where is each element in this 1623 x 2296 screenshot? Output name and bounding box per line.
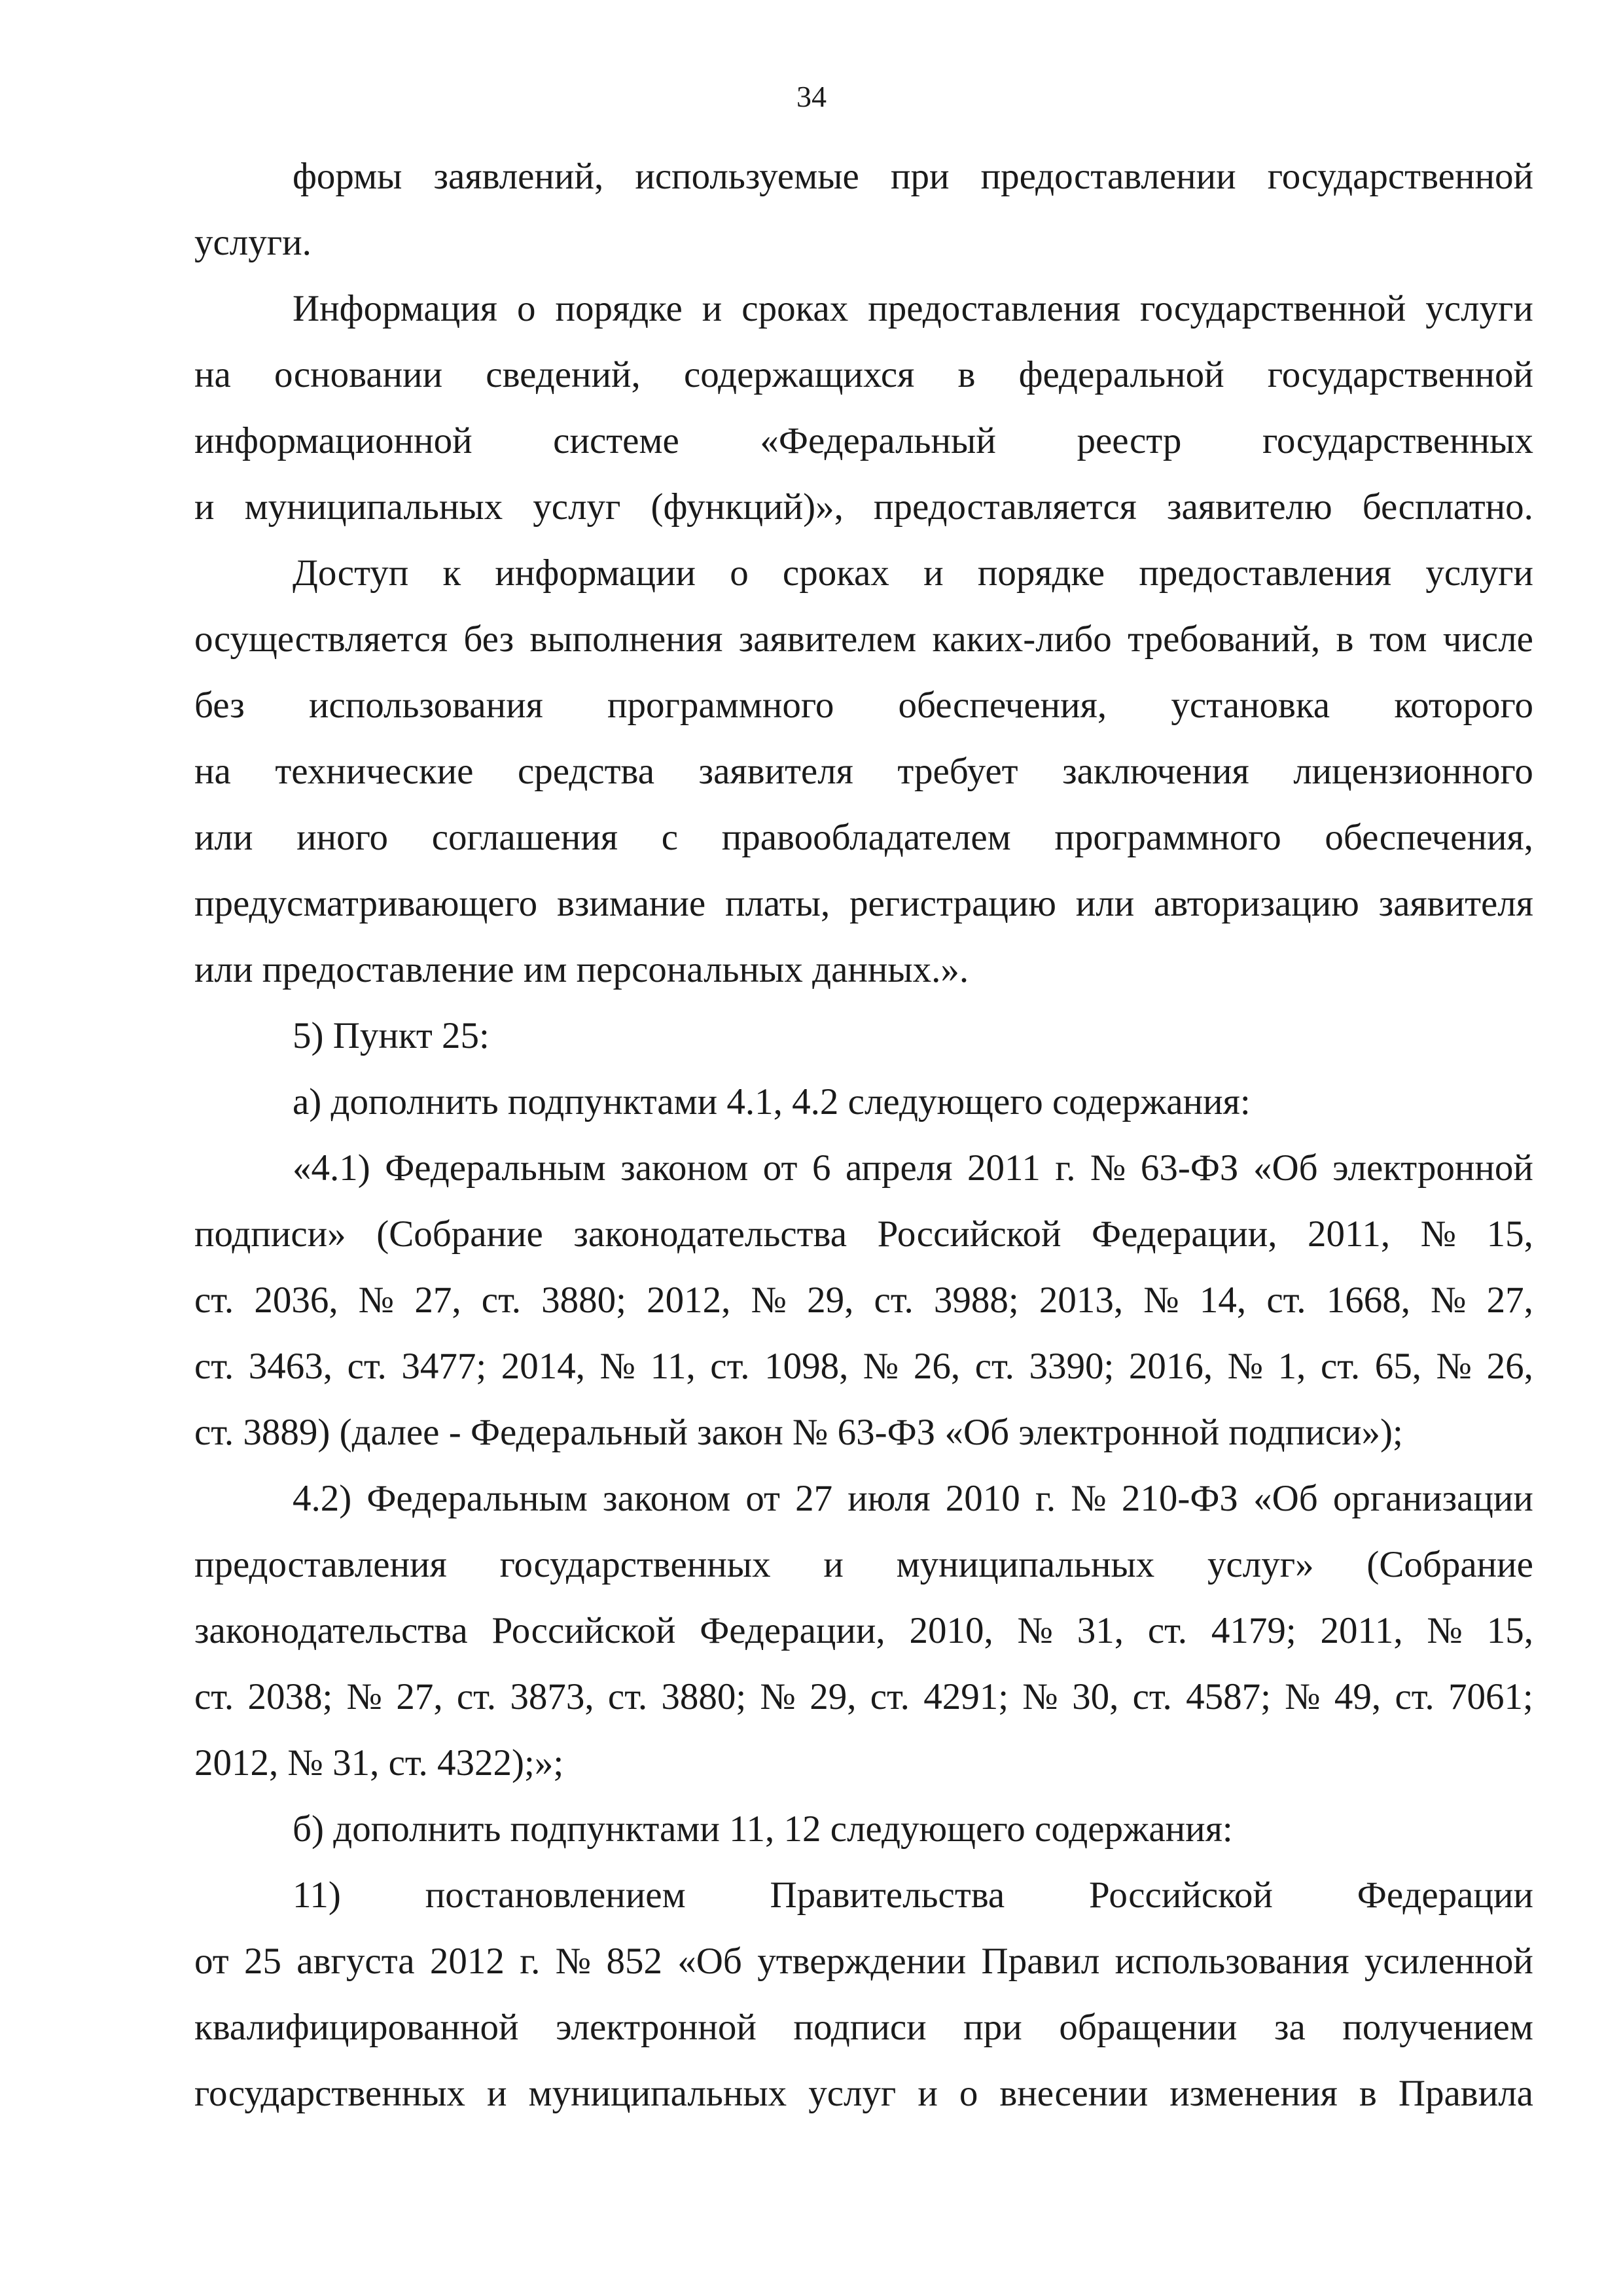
text-word: с xyxy=(661,817,679,858)
text-word: сведений, xyxy=(486,354,641,395)
text-line xyxy=(194,1069,1533,1135)
text-line xyxy=(194,1928,1533,1994)
text-word: государственной xyxy=(1267,354,1533,395)
text-word: № xyxy=(346,1676,383,1717)
text-word: 31, xyxy=(1077,1610,1124,1651)
text-word: ст. xyxy=(194,1676,234,1717)
text-word: 2012 xyxy=(429,1941,505,1982)
text-word: 29, xyxy=(810,1676,857,1717)
text-word: (функций)», xyxy=(651,486,844,528)
text-word: содержащихся xyxy=(683,354,915,395)
text-word: правообладателем xyxy=(721,817,1011,858)
text-line xyxy=(194,1399,1533,1465)
text-word: 2010, xyxy=(909,1610,993,1651)
text-word: выполнения xyxy=(529,619,723,660)
text-line xyxy=(194,143,1533,209)
text-line xyxy=(194,672,1533,738)
text-word: № xyxy=(760,1676,796,1717)
text-word: ст. xyxy=(347,1346,387,1387)
text-word: ст. xyxy=(1395,1676,1435,1717)
text-word: Правил xyxy=(981,1941,1100,1982)
text-word: 2011, xyxy=(1320,1610,1403,1651)
text-word: основании xyxy=(274,354,443,395)
text-word: или xyxy=(194,817,253,858)
text-word: Федерации xyxy=(1357,1874,1533,1916)
text-word: 27 xyxy=(795,1478,833,1519)
text-word: ст. xyxy=(870,1676,910,1717)
text-word: подписи» xyxy=(194,1213,346,1255)
text-word: обеспечения, xyxy=(1325,817,1533,858)
text-word: 27, xyxy=(1486,1280,1533,1321)
text-word: государственных xyxy=(1262,420,1533,461)
text-word: 4291; xyxy=(923,1676,1009,1717)
text-word: требует xyxy=(897,751,1018,792)
text-word: 3477; xyxy=(401,1346,487,1387)
text-word: осуществляется xyxy=(194,619,448,660)
text-word: средства xyxy=(518,751,655,792)
text-word: 3880; xyxy=(541,1280,626,1321)
text-word: 2013, xyxy=(1039,1280,1124,1321)
text-word: подписи xyxy=(793,2007,927,2048)
text-line xyxy=(194,2060,1533,2126)
text-word: установка xyxy=(1171,685,1330,726)
text-word: без xyxy=(194,685,245,726)
text-word: законом xyxy=(620,1147,749,1189)
text-word: июля xyxy=(847,1478,931,1519)
text-word: 11, xyxy=(650,1346,696,1387)
text-word: Информация xyxy=(293,288,497,329)
text-word: и xyxy=(918,2073,938,2114)
text-word: 5) Пункт 25: xyxy=(293,1015,490,1056)
text-word: законодательства xyxy=(194,1610,468,1651)
text-word: б) дополнить подпунктами 11, 12 следующего содержания: xyxy=(293,1808,1233,1850)
text-word: 30, xyxy=(1072,1676,1119,1717)
page-number: 34 xyxy=(796,80,827,113)
text-word: электронной xyxy=(1332,1147,1533,1189)
text-word: 14, xyxy=(1199,1280,1247,1321)
text-word: платы, xyxy=(724,883,830,924)
text-word: муниципальных xyxy=(896,1544,1155,1585)
text-word: электронной xyxy=(556,2007,757,2048)
text-word: технические xyxy=(275,751,474,792)
text-word: и xyxy=(487,2073,507,2114)
text-word: 3873, xyxy=(510,1676,594,1717)
document-body xyxy=(194,143,1533,2126)
text-word: 11) xyxy=(293,1874,341,1916)
text-word: используемые xyxy=(635,156,859,197)
text-line xyxy=(194,738,1533,804)
text-word: «Об xyxy=(1253,1147,1318,1189)
text-line xyxy=(194,1333,1533,1399)
text-word: 2036, xyxy=(254,1280,338,1321)
text-word: а) дополнить подпунктами 4.1, 4.2 следующего содержания: xyxy=(293,1081,1251,1122)
text-word: № xyxy=(863,1346,899,1387)
text-word: 3880; xyxy=(661,1676,747,1717)
text-word: заявителя xyxy=(698,751,853,792)
text-word: Федерации, xyxy=(1092,1213,1277,1255)
text-word: и xyxy=(923,552,944,594)
text-word: обеспечения, xyxy=(898,685,1107,726)
text-word: использования xyxy=(1115,1941,1349,1982)
text-word: 4.2) xyxy=(293,1478,352,1519)
text-word: ст. xyxy=(1266,1280,1306,1321)
text-word: 1, xyxy=(1277,1346,1306,1387)
text-line xyxy=(194,1994,1533,2060)
text-word: от xyxy=(194,1941,229,1982)
text-word: иного xyxy=(296,817,389,858)
text-word: Федерации, xyxy=(700,1610,885,1651)
text-word: г. xyxy=(520,1941,541,1982)
text-word: системе xyxy=(553,420,679,461)
text-word: за xyxy=(1274,2007,1306,2048)
text-line xyxy=(194,870,1533,937)
text-word: № xyxy=(1022,1676,1058,1717)
text-line xyxy=(194,1135,1533,1201)
text-word: 1668, xyxy=(1326,1280,1410,1321)
text-word: № xyxy=(599,1346,635,1387)
text-word: изменения xyxy=(1169,2073,1338,2114)
text-word: 2038; xyxy=(247,1676,333,1717)
text-word: ст. xyxy=(710,1346,750,1387)
text-word: Доступ xyxy=(293,552,409,594)
text-word: 3463, xyxy=(248,1346,333,1387)
text-word: ст. xyxy=(456,1676,497,1717)
text-word: 26, xyxy=(913,1346,961,1387)
text-word: 1098, xyxy=(764,1346,849,1387)
text-word: 3988; xyxy=(933,1280,1019,1321)
text-word: использования xyxy=(308,685,543,726)
text-word: ст. xyxy=(1321,1346,1361,1387)
text-word: лицензионного xyxy=(1293,751,1533,792)
text-word: Федеральным xyxy=(366,1478,588,1519)
text-word: в xyxy=(957,354,976,395)
text-word: от xyxy=(762,1147,798,1189)
text-word: Российской xyxy=(1089,1874,1273,1916)
text-word: предоставляется xyxy=(873,486,1137,528)
text-line xyxy=(194,1532,1533,1598)
text-line xyxy=(194,937,1533,1003)
text-word: 2010 xyxy=(945,1478,1020,1519)
text-word: Правила xyxy=(1398,2073,1533,2114)
text-word: на xyxy=(194,751,231,792)
text-line xyxy=(194,804,1533,870)
text-word: № xyxy=(751,1280,787,1321)
text-word: «Федеральный xyxy=(760,420,996,461)
text-word: информации xyxy=(495,552,696,594)
text-line xyxy=(194,1201,1533,1267)
text-word: 29, xyxy=(807,1280,854,1321)
text-word: бесплатно. xyxy=(1362,486,1533,528)
text-word: 6 xyxy=(812,1147,831,1189)
text-line xyxy=(194,1003,1533,1069)
text-word: 2012, xyxy=(647,1280,731,1321)
text-word: внесении xyxy=(999,2073,1149,2114)
text-word: или предоставление им персональных данных.». xyxy=(194,949,969,990)
text-word: которого xyxy=(1394,685,1533,726)
text-word: услуги xyxy=(1425,552,1533,594)
text-word: 2011 xyxy=(967,1147,1041,1189)
text-word: порядке xyxy=(977,552,1105,594)
text-word: услуги xyxy=(1425,288,1533,329)
text-word: информационной xyxy=(194,420,473,461)
text-word: государственных xyxy=(194,2073,466,2114)
text-word: государственной xyxy=(1140,288,1406,329)
text-word: организации xyxy=(1332,1478,1533,1519)
text-word: и xyxy=(823,1544,844,1585)
text-line xyxy=(194,540,1533,606)
text-word: Федеральным xyxy=(385,1147,606,1189)
text-word: постановлением xyxy=(425,1874,686,1916)
text-word: № xyxy=(1431,1280,1467,1321)
text-word: от xyxy=(745,1478,780,1519)
text-word: ст. xyxy=(194,1346,234,1387)
text-word: о xyxy=(516,288,536,329)
text-word: о xyxy=(959,2073,978,2114)
text-word: услуг» xyxy=(1207,1544,1314,1585)
text-word: к xyxy=(442,552,461,594)
text-word: без xyxy=(463,619,514,660)
text-word: 210-ФЗ xyxy=(1121,1478,1238,1519)
text-word: «Об xyxy=(1253,1478,1318,1519)
text-word: при xyxy=(890,156,950,197)
text-word: ст. xyxy=(1147,1610,1188,1651)
text-word: соглашения xyxy=(431,817,618,858)
text-word: законом xyxy=(603,1478,731,1519)
text-line xyxy=(194,209,1533,276)
text-word: № xyxy=(358,1280,395,1321)
text-word: регистрацию xyxy=(849,883,1056,924)
text-word: формы xyxy=(293,156,402,197)
text-word: апреля xyxy=(845,1147,953,1189)
text-word: 27, xyxy=(396,1676,443,1717)
text-word: предоставлении xyxy=(980,156,1236,197)
text-line xyxy=(194,1598,1533,1664)
text-word: № xyxy=(1227,1346,1264,1387)
text-word: каких-либо xyxy=(932,619,1112,660)
text-word: 3390; xyxy=(1029,1346,1115,1387)
text-word: 25 xyxy=(243,1941,281,1982)
text-word: Российской xyxy=(877,1213,1061,1255)
text-word: числе xyxy=(1442,619,1533,660)
text-word: заявителю xyxy=(1166,486,1332,528)
text-word: № xyxy=(555,1941,592,1982)
text-word: заявлений, xyxy=(433,156,604,197)
text-word: 2014, xyxy=(501,1346,586,1387)
text-line xyxy=(194,342,1533,408)
text-word: федеральной xyxy=(1018,354,1224,395)
text-word: программного xyxy=(1054,817,1281,858)
text-word: при xyxy=(963,2007,1022,2048)
text-word: утверждении xyxy=(757,1941,967,1982)
text-word: заключения xyxy=(1062,751,1249,792)
text-line xyxy=(194,474,1533,540)
text-word: ст. xyxy=(874,1280,914,1321)
text-word: требований, xyxy=(1128,619,1321,660)
text-word: «4.1) xyxy=(293,1147,370,1189)
text-word: № xyxy=(1420,1213,1457,1255)
text-word: № xyxy=(1285,1676,1321,1717)
text-word: о xyxy=(730,552,749,594)
text-word: Правительства xyxy=(770,1874,1005,1916)
text-word: порядке xyxy=(555,288,683,329)
text-word: предоставления xyxy=(1139,552,1392,594)
text-word: муниципальных xyxy=(244,486,503,528)
text-word: № xyxy=(1427,1610,1463,1651)
text-word: 7061; xyxy=(1448,1676,1533,1717)
text-word: в xyxy=(1359,2073,1377,2114)
text-word: 49, xyxy=(1334,1676,1382,1717)
text-word: 2011, xyxy=(1308,1213,1391,1255)
text-word: № xyxy=(1436,1346,1472,1387)
text-word: услуг xyxy=(533,486,621,528)
text-word: предоставления xyxy=(194,1544,447,1585)
text-line xyxy=(194,1796,1533,1862)
text-line xyxy=(194,276,1533,342)
text-line xyxy=(194,1664,1533,1730)
text-word: ст. xyxy=(607,1676,648,1717)
text-word: 4179; xyxy=(1211,1610,1296,1651)
text-word: реестр xyxy=(1077,420,1182,461)
text-word: ст. xyxy=(481,1280,521,1321)
text-word: предусматривающего xyxy=(194,883,538,924)
text-word: усиленной xyxy=(1364,1941,1533,1982)
text-word: 65, xyxy=(1374,1346,1422,1387)
text-line xyxy=(194,606,1533,672)
text-word: 852 xyxy=(606,1941,662,1982)
text-word: заявителя xyxy=(1378,883,1533,924)
text-word: г. xyxy=(1055,1147,1076,1189)
text-word: 2016, xyxy=(1128,1346,1213,1387)
text-word: 2012, № 31, ст. 4322);»; xyxy=(194,1742,564,1784)
text-word: программного xyxy=(607,685,834,726)
text-word: и xyxy=(194,486,215,528)
text-word: ст. 3889) (далее - Федеральный закон № 63-ФЗ «Об электронной подписи»); xyxy=(194,1412,1403,1453)
text-word: № xyxy=(1017,1610,1053,1651)
text-word: 15, xyxy=(1486,1610,1533,1651)
text-word: авторизацию xyxy=(1153,883,1359,924)
text-word: взимание xyxy=(556,883,706,924)
text-word: г. xyxy=(1035,1478,1056,1519)
text-word: и xyxy=(702,288,722,329)
text-word: том xyxy=(1369,619,1427,660)
text-line xyxy=(194,1862,1533,1928)
text-word: услуг xyxy=(808,2073,897,2114)
text-word: № xyxy=(1090,1147,1126,1189)
text-word: квалифицированной xyxy=(194,2007,519,2048)
text-word: 15, xyxy=(1486,1213,1533,1255)
text-word: (Собрание xyxy=(376,1213,543,1255)
text-word: № xyxy=(1071,1478,1107,1519)
text-line xyxy=(194,408,1533,474)
text-word: получением xyxy=(1342,2007,1533,2048)
text-word: августа xyxy=(296,1941,415,1982)
text-word: или xyxy=(1075,883,1135,924)
text-word: государственной xyxy=(1267,156,1533,197)
text-word: ст. xyxy=(1132,1676,1172,1717)
text-word: «Об xyxy=(677,1941,742,1982)
text-word: сроках xyxy=(782,552,889,594)
text-word: муниципальных xyxy=(528,2073,787,2114)
text-word: 63-ФЗ xyxy=(1140,1147,1239,1189)
text-word: № xyxy=(1143,1280,1179,1321)
text-word: (Собрание xyxy=(1366,1544,1533,1585)
text-word: на xyxy=(194,354,231,395)
text-word: 4587; xyxy=(1186,1676,1271,1717)
text-line xyxy=(194,1730,1533,1796)
text-word: услуги. xyxy=(194,222,312,263)
text-word: в xyxy=(1336,619,1354,660)
text-word: законодательства xyxy=(573,1213,847,1255)
text-word: 26, xyxy=(1486,1346,1533,1387)
text-word: Российской xyxy=(491,1610,676,1651)
text-word: государственных xyxy=(499,1544,771,1585)
text-word: заявителем xyxy=(738,619,917,660)
text-word: обращении xyxy=(1059,2007,1238,2048)
text-word: ст. xyxy=(194,1280,234,1321)
text-word: предоставления xyxy=(868,288,1121,329)
text-line xyxy=(194,1465,1533,1532)
text-word: ст. xyxy=(974,1346,1014,1387)
text-word: сроках xyxy=(741,288,849,329)
text-line xyxy=(194,1267,1533,1333)
text-word: 27, xyxy=(414,1280,461,1321)
